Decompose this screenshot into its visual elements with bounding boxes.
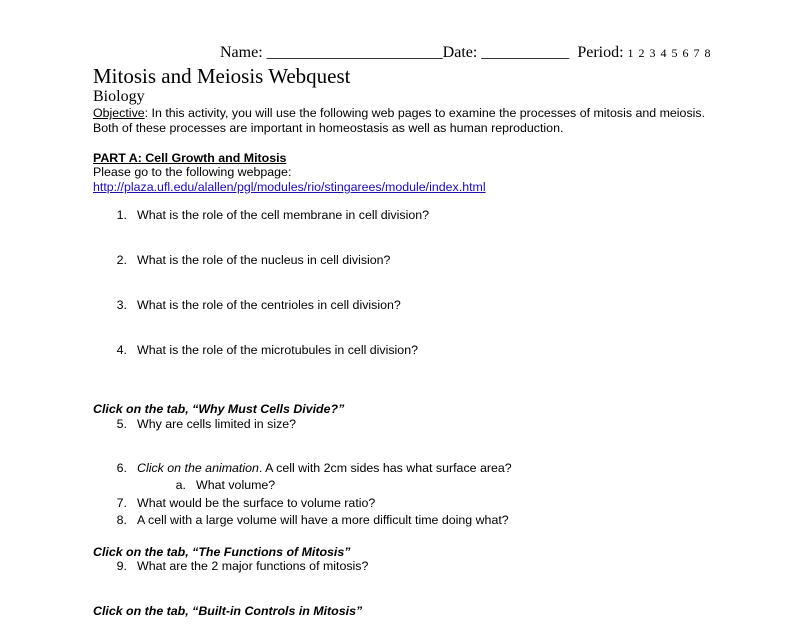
question-rest-text: . A cell with 2cm sides has what surface area? [258,461,512,475]
question-number: a. [175,478,186,492]
question-number: 3. [116,298,127,312]
question-text: What is the role of the microtubules in cell division? [137,343,418,357]
page-subtitle: Biology [93,88,145,105]
section-why-cells-divide-heading: Click on the tab, “Why Must Cells Divide?” [93,402,345,416]
question-text: What would be the surface to volume ratio? [137,496,376,510]
date-field-label: Date: ___________ [442,44,570,61]
question-number: 9. [116,559,127,573]
section-built-in-controls-heading: Click on the tab, “Built-in Controls in Mitosis” [93,604,363,618]
question-text: Why are cells limited in size? [137,417,297,431]
question-text: What is the role of the cell membrane in cell division? [137,208,430,222]
question-text: What are the 2 major functions of mitosis? [137,559,369,573]
objective-label: Objective [93,106,145,120]
question-text: A cell with a large volume will have a more difficult time doing what? [137,513,509,527]
objective-text: : In this activity, you will use the following web pages to examine the processes of mitosis and meiosis. Both of these processes are important in homeostasis as well as human reproduction. [93,106,706,135]
question-text: What is the role of the nucleus in cell division? [137,253,391,267]
question-number: 5. [116,417,127,431]
question-number: 8. [116,513,127,527]
question-text: What volume? [196,478,276,492]
objective-paragraph [93,106,713,136]
part-a-instruction: Please go to the following webpage: [93,165,292,179]
question-text: What is the role of the centrioles in cell division? [137,298,401,312]
question-number: 6. [116,461,127,475]
header-line [220,44,712,62]
question-number: 1. [116,208,127,222]
name-field-label: Name: ______________________ [220,44,443,61]
question-italic-text: Click on the animation [137,461,259,475]
section-functions-of-mitosis-heading: Click on the tab, “The Functions of Mitosis” [93,545,351,559]
question-number: 2. [116,253,127,267]
period-field-label: Period: [577,44,624,61]
period-options: 1 2 3 4 5 6 7 8 [627,46,712,60]
question-text [137,461,512,475]
webpage-link[interactable]: http://plaza.ufl.edu/alallen/pgl/modules/rio/stingarees/module/index.html [93,180,486,194]
page-title: Mitosis and Meiosis Webquest [93,64,351,88]
part-a-heading: PART A: Cell Growth and Mitosis [93,151,287,165]
question-number: 4. [116,343,127,357]
question-number: 7. [116,496,127,510]
